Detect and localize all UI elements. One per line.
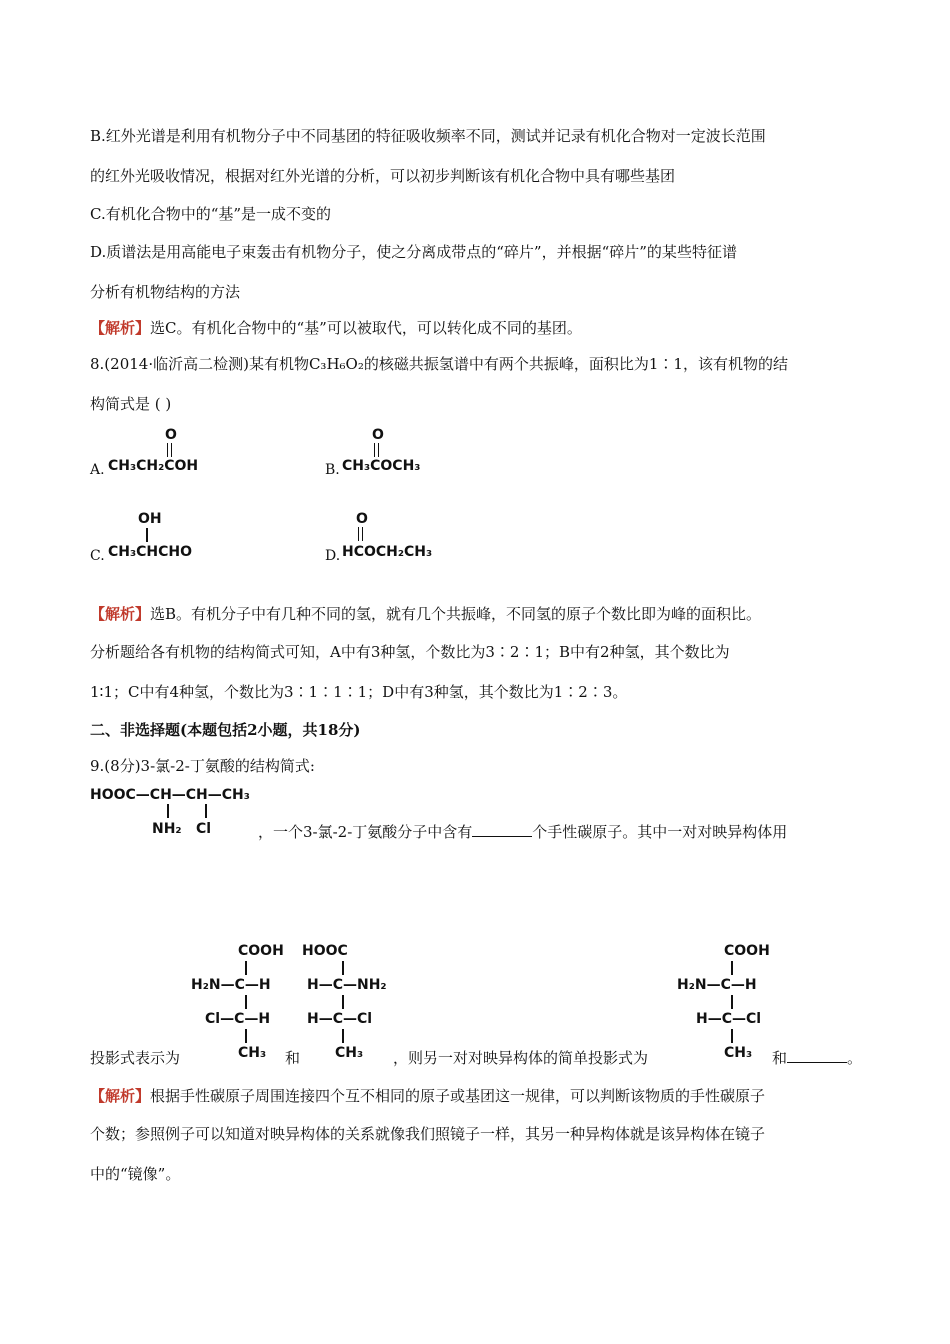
q9-proj-end: 。 — [847, 1049, 863, 1067]
section-heading: 二、非选择题(本题包括2小题，共18分) — [90, 721, 361, 739]
analysis-tag: 【解析】 — [90, 319, 151, 337]
q9-structure-cl: Cl — [196, 821, 212, 837]
single-bond — [146, 528, 148, 542]
single-bond — [245, 995, 247, 1009]
single-bond — [342, 995, 344, 1009]
q8-analysis-line2: 分析题给各有机物的结构简式可知，A中有3种氢，个数比为3∶2∶1；B中有2种氢，其个数比为 — [90, 643, 730, 661]
proj2-row1: H—C—NH₂ — [307, 977, 387, 993]
analysis-tag: 【解析】 — [90, 605, 151, 623]
analysis-tag: 【解析】 — [90, 1087, 151, 1105]
q8-stem-line2: 构简式是 ( ) — [90, 395, 172, 413]
answer-blank[interactable] — [787, 1048, 847, 1063]
double-bond — [167, 443, 172, 457]
q9-structure-main: HOOC—CH—CH—CH₃ — [90, 787, 250, 803]
q8-option-b-top: O — [372, 427, 384, 443]
proj3-top: COOH — [724, 943, 770, 959]
single-bond — [731, 1029, 733, 1043]
q9-proj-and1: 和 — [285, 1049, 301, 1067]
q9-analysis-line3: 中的“镜像”。 — [90, 1165, 181, 1183]
q9-analysis-line1 — [90, 1086, 765, 1106]
q8-option-a-label: A. — [90, 462, 105, 478]
proj3-row2: H—C—Cl — [696, 1011, 762, 1027]
single-bond — [731, 995, 733, 1009]
q9-proj-text-a: 投影式表示为 — [90, 1049, 181, 1067]
proj2-row2: H—C—Cl — [307, 1011, 373, 1027]
q8-analysis-line3: 1∶1；C中有4种氢，个数比为3∶1∶1∶1；D中有3种氢，其个数比为1∶2∶3。 — [90, 683, 628, 701]
double-bond — [374, 443, 379, 457]
single-bond — [245, 961, 247, 975]
q9-proj-and2: 和 — [772, 1049, 788, 1067]
single-bond — [167, 804, 169, 818]
q9-proj-end-group — [772, 1048, 862, 1068]
q7-option-b-line2: 的红外光吸收情况，根据对红外光谱的分析，可以初步判断该有机化合物中具有哪些基团 — [90, 167, 676, 185]
q9-structure-nh2: NH₂ — [152, 821, 182, 837]
q7-option-d-line2: 分析有机物结构的方法 — [90, 283, 241, 301]
proj3-bottom: CH₃ — [724, 1045, 753, 1061]
q7-option-b-line1: B.红外光谱是利用有机物分子中不同基团的特征吸收频率不同，测试并记录有机化合物对一定波长范围 — [90, 127, 766, 145]
q8-option-c-label: C. — [90, 548, 105, 564]
q8-option-b-formula: CH₃COCH₃ — [342, 458, 421, 474]
q8-option-a-formula: CH₃CH₂COH — [108, 458, 199, 474]
proj1-bottom: CH₃ — [238, 1045, 267, 1061]
proj1-row1: H₂N—C—H — [191, 977, 271, 993]
q9-analysis-line2: 个数；参照例子可以知道对映异构体的关系就像我们照镜子一样，其另一种异构体就是该异构体在镜子 — [90, 1125, 766, 1143]
q8-analysis-line1 — [90, 604, 761, 624]
q8-option-d-label: D. — [325, 548, 341, 564]
proj3-row1: H₂N—C—H — [677, 977, 757, 993]
q7-analysis — [90, 318, 582, 338]
single-bond — [205, 804, 207, 818]
q8-option-c-formula: CH₃CHCHO — [108, 544, 193, 560]
q8-option-b-label: B. — [325, 462, 340, 478]
q7-option-c: C.有机化合物中的“基”是一成不变的 — [90, 205, 332, 223]
q8-option-d-formula: HCOCH₂CH₃ — [342, 544, 433, 560]
q8-analysis-text1: 选B。有机分子中有几种不同的氢，就有几个共振峰，不同氢的原子个数比即为峰的面积比。 — [150, 605, 762, 623]
answer-blank[interactable] — [472, 822, 532, 837]
q9-proj-text-b: ，则另一对对映异构体的简单投影式为 — [393, 1049, 649, 1067]
q8-option-c-top: OH — [138, 511, 162, 527]
q9-analysis-text1: 根据手性碳原子周围连接四个互不相同的原子或基团这一规律，可以判断该物质的手性碳原子 — [150, 1087, 766, 1105]
q9-stem: 9.(8分)3-氯-2-丁氨酸的结构简式: — [90, 757, 315, 775]
single-bond — [342, 961, 344, 975]
q9-text-after-structure — [258, 822, 787, 842]
q7-option-d-line1: D.质谱法是用高能电子束轰击有机物分子，使之分离成带点的“碎片”，并根据“碎片”的某些特征谱 — [90, 243, 737, 261]
q9-text-b: 个手性碳原子。其中一对对映异构体用 — [532, 823, 788, 841]
q8-stem-line1: 8.(2014·临沂高二检测)某有机物C₃H₆O₂的核磁共振氢谱中有两个共振峰，面积比为1∶1，该有机物的结 — [90, 355, 788, 373]
q9-text-a: ，一个3-氯-2-丁氨酸分子中含有 — [258, 823, 473, 841]
proj1-top: COOH — [238, 943, 284, 959]
single-bond — [731, 961, 733, 975]
single-bond — [342, 1029, 344, 1043]
proj1-row2: Cl—C—H — [205, 1011, 271, 1027]
proj2-top: HOOC — [302, 943, 348, 959]
double-bond — [358, 527, 363, 541]
single-bond — [245, 1029, 247, 1043]
q7-analysis-text: 选C。有机化合物中的“基”可以被取代，可以转化成不同的基团。 — [150, 319, 582, 337]
proj2-bottom: CH₃ — [335, 1045, 364, 1061]
q8-option-a-top: O — [165, 427, 177, 443]
q8-option-d-top: O — [356, 511, 368, 527]
